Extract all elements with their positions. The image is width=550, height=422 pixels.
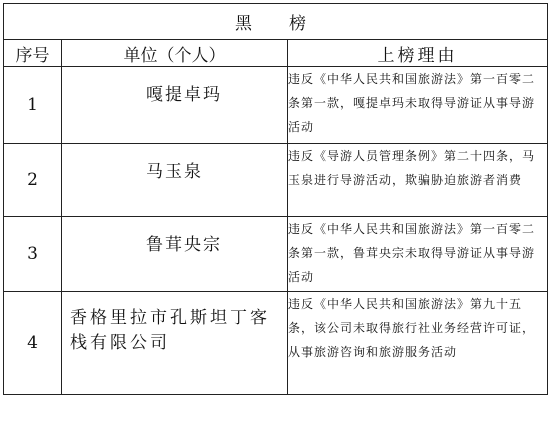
- row-unit: [62, 67, 288, 144]
- row-number: 4: [4, 292, 62, 395]
- table-row: [4, 67, 548, 144]
- table-row: [4, 144, 548, 217]
- header-unit: 单位（个人）: [62, 40, 288, 67]
- row-reason: 违反《中华人民共和国旅游法》第一百零二条第一款，嘎提卓玛未取得导游证从事导游活动: [288, 67, 548, 144]
- row-unit: [62, 217, 288, 292]
- table-row: [4, 292, 548, 395]
- row-number: 1: [4, 67, 62, 144]
- row-number: 2: [4, 144, 62, 217]
- row-reason: 违反《导游人员管理条例》第二十四条，马玉泉进行导游活动，欺骗胁迫旅游者消费: [288, 144, 548, 217]
- blacklist-table: [3, 3, 548, 395]
- row-reason: 违反《中华人民共和国旅游法》第九十五条，该公司未取得旅行社业务经营许可证，从事旅游咨询和旅游服务活动: [288, 292, 548, 395]
- title-row: [4, 4, 548, 40]
- header-no: 序号: [4, 40, 62, 67]
- row-unit-text: 鲁茸央宗: [146, 235, 222, 255]
- header-row: [4, 40, 548, 67]
- row-reason: 违反《中华人民共和国旅游法》第一百零二条第一款，鲁茸央宗未取得导游证从事导游活动: [288, 217, 548, 292]
- row-unit: [62, 292, 288, 395]
- row-unit-text: 嘎提卓玛: [146, 85, 222, 105]
- row-unit: [62, 144, 288, 217]
- table-row: [4, 217, 548, 292]
- table-title: 黑 榜: [4, 4, 548, 40]
- row-unit-text: 香格里拉市孔斯坦丁客栈有限公司: [70, 308, 270, 353]
- row-unit-text: 马玉泉: [146, 162, 203, 182]
- row-number: 3: [4, 217, 62, 292]
- header-reason: 上榜理由: [288, 40, 548, 67]
